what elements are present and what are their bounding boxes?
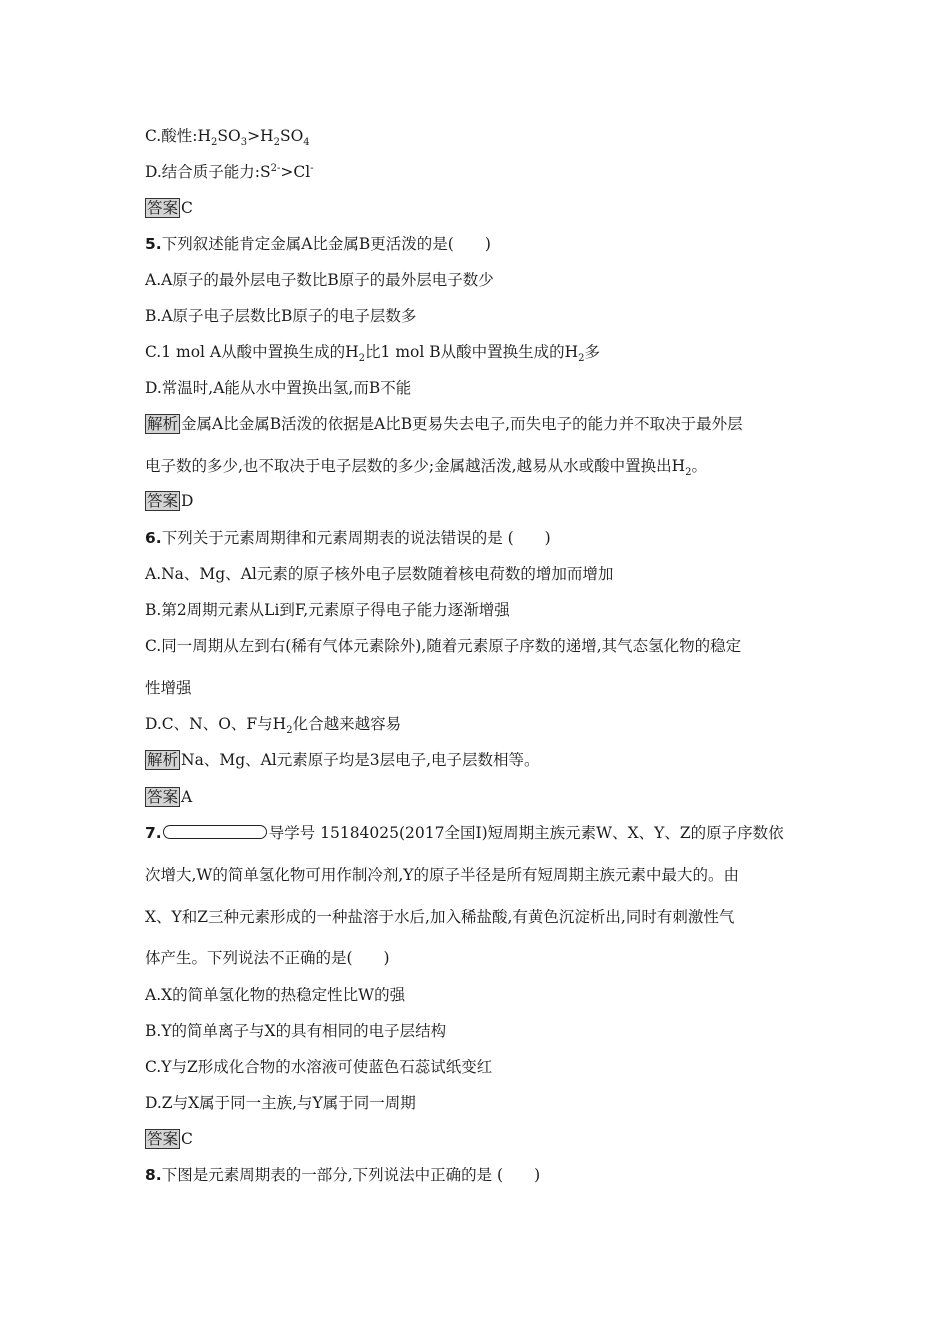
q7-option-d: D.Z与X属于同一主族,与Y属于同一周期 <box>145 1094 416 1112</box>
q7-answer: 答案 C <box>147 1130 193 1148</box>
q6-analysis: 解析 Na、Mg、Al元素原子均是3层电子,电子层数相等。 <box>147 751 540 769</box>
q5-option-d: D.常温时,A能从水中置换出氢,而B不能 <box>145 379 412 397</box>
q4-option-d: D.结合质子能力$:S^{2-}>Cl^-$ <box>145 162 314 181</box>
q6-option-c-cont: 性增强 <box>145 679 192 697</box>
q6-stem: 6.下列关于元素周期律和元素周期表的说法错误的是 ( ) <box>145 529 551 547</box>
q7-option-a: A.X的简单氢化物的热稳定性比W的强 <box>145 986 406 1004</box>
q4-answer: 答案 C <box>147 199 193 217</box>
question-number: 6. <box>145 529 162 547</box>
q5-option-a: A.A原子的最外层电子数比B原子的最外层电子数少 <box>145 271 494 289</box>
q7-stem-line-2: 次增大,W的简单氢化物可用作制冷剂,Y的原子半径是所有短周期主族元素中最大的。由 <box>145 866 740 884</box>
answer-label: 答案 <box>147 492 179 510</box>
q5-option-b: B.A原子电子层数比B原子的电子层数多 <box>145 307 417 325</box>
q6-option-a: A.Na、Mg、Al元素的原子核外电子层数随着核电荷数的增加而增加 <box>145 565 614 583</box>
analysis-label: 解析 <box>147 415 179 433</box>
answer-label: 答案 <box>147 199 179 217</box>
q6-option-b: B.第2周期元素从Li到F,元素原子得电子能力逐渐增强 <box>145 601 510 619</box>
q7-stem-line-3: X、Y和Z三种元素形成的一种盐溶于水后,加入稀盐酸,有黄色沉淀析出,同时有刺激性气 <box>145 908 735 926</box>
q6-answer: 答案 A <box>147 788 193 806</box>
q7-stem: 7. 导学号 15184025(2017全国Ⅰ)短周期主族元素W、X、Y、Z的原子序数依 <box>145 824 784 842</box>
guide-number-badge <box>163 825 267 839</box>
q7-option-b: B.Y的简单离子与X的具有相同的电子层结构 <box>145 1022 447 1040</box>
analysis-label: 解析 <box>147 751 179 769</box>
question-number: 5. <box>145 235 162 253</box>
question-number: 7. <box>145 824 162 842</box>
q5-analysis-cont: 电子数的多少,也不取决于电子层数的多少;金属越活泼,越易从水或酸中置换出$H_2$。 <box>145 457 707 479</box>
q5-analysis: 解析 金属A比金属B活泼的依据是A比B更易失去电子,而失电子的能力并不取决于最外层 <box>147 415 743 433</box>
answer-label: 答案 <box>147 788 179 806</box>
question-number: 8. <box>145 1166 162 1184</box>
answer-label: 答案 <box>147 1130 179 1148</box>
q7-option-c: C.Y与Z形成化合物的水溶液可使蓝色石蕊试纸变红 <box>145 1058 493 1076</box>
q6-option-c: C.同一周期从左到右(稀有气体元素除外),随着元素原子序数的递增,其气态氢化物的稳定 <box>145 637 742 655</box>
q7-stem-line-4: 体产生。下列说法不正确的是( ) <box>145 949 390 967</box>
q5-option-c: C.1 mol A从酸中置换生成的$H_2$比1 mol B从酸中置换生成的$H_2$多 <box>145 343 601 365</box>
q5-answer: 答案 D <box>147 492 194 510</box>
q4-option-c: C.酸性$:H_2SO_3>H_2SO_4$ <box>145 127 310 149</box>
q6-option-d: D.C、N、O、F与$H_2$化合越来越容易 <box>145 715 402 737</box>
q5-stem: 5.下列叙述能肯定金属A比金属B更活泼的是( ) <box>145 235 491 253</box>
q8-stem: 8.下图是元素周期表的一部分,下列说法中正确的是 ( ) <box>145 1166 541 1184</box>
